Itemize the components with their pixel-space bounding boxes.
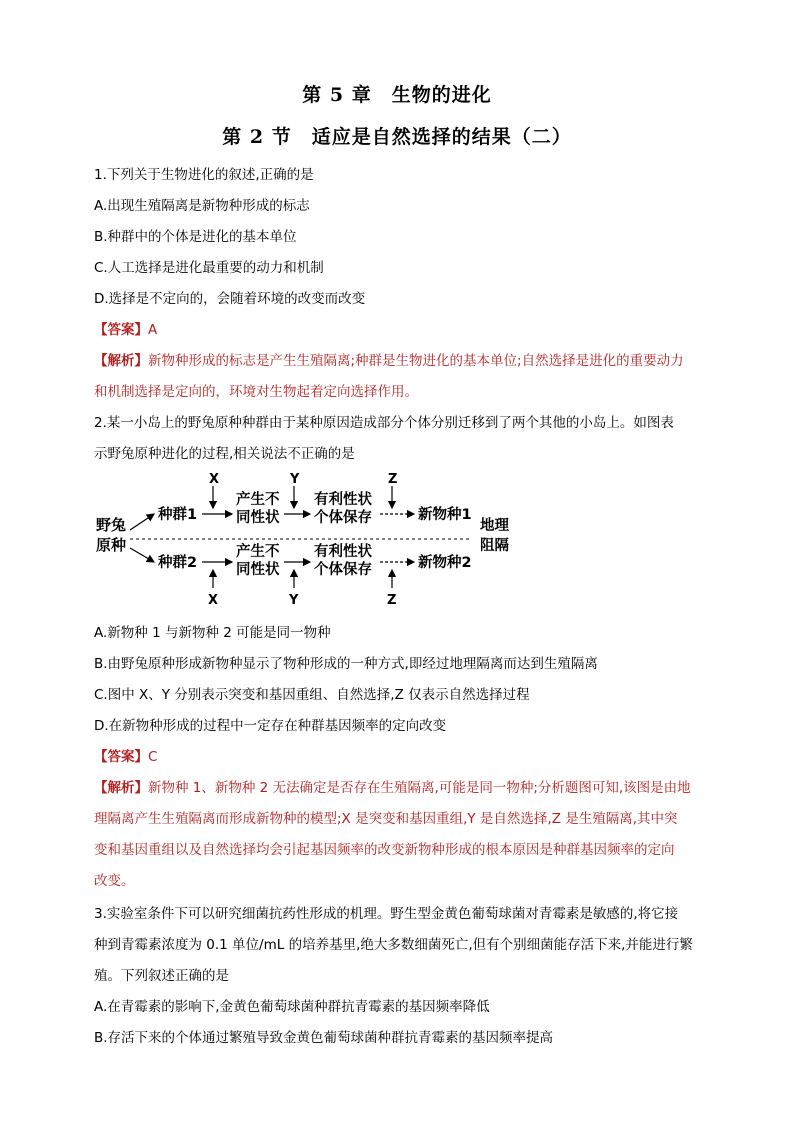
q2-answer: [94, 745, 157, 765]
q2-option-a: A.新物种 1 与新物种 2 可能是同一物种: [94, 625, 331, 641]
answer-value: A: [148, 322, 158, 338]
q2-option-b: B.由野兔原种形成新物种显示了物种形成的一种方式,即经过地理隔离而达到生殖隔离: [94, 656, 598, 672]
diagram-origin-line1: 野兔: [96, 516, 127, 534]
analysis-text: 新物种形成的标志是产生生殖隔离;种群是生物进化的基本单位;自然选择是进化的重要动力: [148, 353, 684, 369]
arrow-origin-pop2: [130, 548, 154, 562]
q2-stem-line-1: 2.某一小岛上的野兔原种种群由于某种原因造成部分个体分别迁移到了两个其他的小岛上。如图表: [94, 415, 674, 431]
diagram-barrier-line2: 阻隔: [480, 538, 509, 554]
diagram-keep2-line2: 个体保存: [314, 562, 372, 578]
diagram-barrier-line1: 地理: [480, 518, 509, 534]
diagram-diff2-line2: 同性状: [236, 562, 280, 578]
q2-analysis-line-2: 理隔离产生生殖隔离而形成新物种的模型;X 是突变和基因重组,Y 是自然选择,Z 是生殖隔离,其中突: [94, 811, 678, 827]
analysis-tag: 【解析】: [94, 353, 148, 369]
diagram-new2: 新物种2: [418, 555, 472, 571]
diagram-diff1-line2: 同性状: [236, 510, 280, 526]
diagram-new1: 新物种1: [418, 507, 472, 523]
q3-stem-line-1: 3.实验室条件下可以研究细菌抗药性形成的机理。野生型金黄色葡萄球菌对青霉素是敏感的,将它接: [94, 906, 679, 922]
speciation-diagram: [94, 468, 534, 610]
diagram-keep2-line1: 有利性状: [314, 544, 372, 560]
section-title: 第 2 节 适应是自然选择的结果（二）: [222, 126, 572, 148]
q3-stem-line-3: 殖。下列叙述正确的是: [94, 968, 229, 984]
q2-analysis-line-1: [94, 776, 691, 796]
q1-answer: [94, 318, 157, 338]
q2-analysis-line-4: 改变。: [94, 873, 135, 889]
diagram-y-top: Y: [290, 472, 300, 487]
diagram-x-bottom: X: [208, 593, 219, 608]
diagram-keep1-line2: 个体保存: [314, 510, 372, 526]
chapter-title: 第 5 章 生物的进化: [302, 84, 492, 106]
diagram-pop1: 种群1: [158, 507, 198, 523]
q1-option-d: D.选择是不定向的，会随着环境的改变而改变: [94, 291, 366, 307]
q1-stem: 1.下列关于生物进化的叙述,正确的是: [94, 167, 314, 183]
q3-option-b: B.存活下来的个体通过繁殖导致金黄色葡萄球菌种群抗青霉素的基因频率提高: [94, 1030, 554, 1046]
diagram-pop2: 种群2: [158, 555, 198, 571]
q3-option-a: A.在青霉素的影响下,金黄色葡萄球菌种群抗青霉素的基因频率降低: [94, 999, 490, 1015]
q2-option-d: D.在新物种形成的过程中一定存在种群基因频率的定向改变: [94, 718, 447, 734]
arrow-origin-pop1: [130, 514, 154, 530]
diagram-diff1-line1: 产生不: [236, 492, 280, 508]
q2-option-c: C.图中 X、Y 分别表示突变和基因重组、自然选择,Z 仅表示自然选择过程: [94, 687, 530, 703]
q1-analysis-line-2: 和机制选择是定向的，环境对生物起着定向选择作用。: [94, 384, 418, 400]
diagram-x-top: X: [209, 472, 220, 487]
diagram-diff2-line1: 产生不: [236, 544, 280, 560]
q2-analysis-line-3: 变和基因重组以及自然选择均会引起基因频率的改变新物种形成的根本原因是种群基因频率的定向: [94, 842, 675, 858]
analysis-text: 新物种 1、新物种 2 无法确定是否存在生殖隔离,可能是同一物种;分析题图可知,该图是由地: [148, 780, 691, 796]
answer-value: C: [148, 749, 158, 765]
q1-option-b: B.种群中的个体是进化的基本单位: [94, 229, 297, 245]
q1-option-a: A.出现生殖隔离是新物种形成的标志: [94, 198, 310, 214]
q1-analysis-line-1: [94, 349, 684, 369]
diagram-keep1-line1: 有利性状: [314, 492, 372, 508]
q3-stem-line-2: 种到青霉素浓度为 0.1 单位/mL 的培养基里,绝大多数细菌死亡,但有个别细菌能存活下来,并能进行繁: [94, 937, 693, 953]
analysis-tag: 【解析】: [94, 780, 148, 796]
answer-tag: 【答案】: [94, 749, 148, 765]
diagram-z-top: Z: [388, 472, 398, 487]
diagram-z-bottom: Z: [387, 593, 397, 608]
q2-stem-line-2: 示野兔原种进化的过程,相关说法不正确的是: [94, 446, 355, 462]
diagram-y-bottom: Y: [289, 593, 299, 608]
q1-option-c: C.人工选择是进化最重要的动力和机制: [94, 260, 324, 276]
diagram-origin-line2: 原种: [96, 536, 127, 554]
answer-tag: 【答案】: [94, 322, 148, 338]
